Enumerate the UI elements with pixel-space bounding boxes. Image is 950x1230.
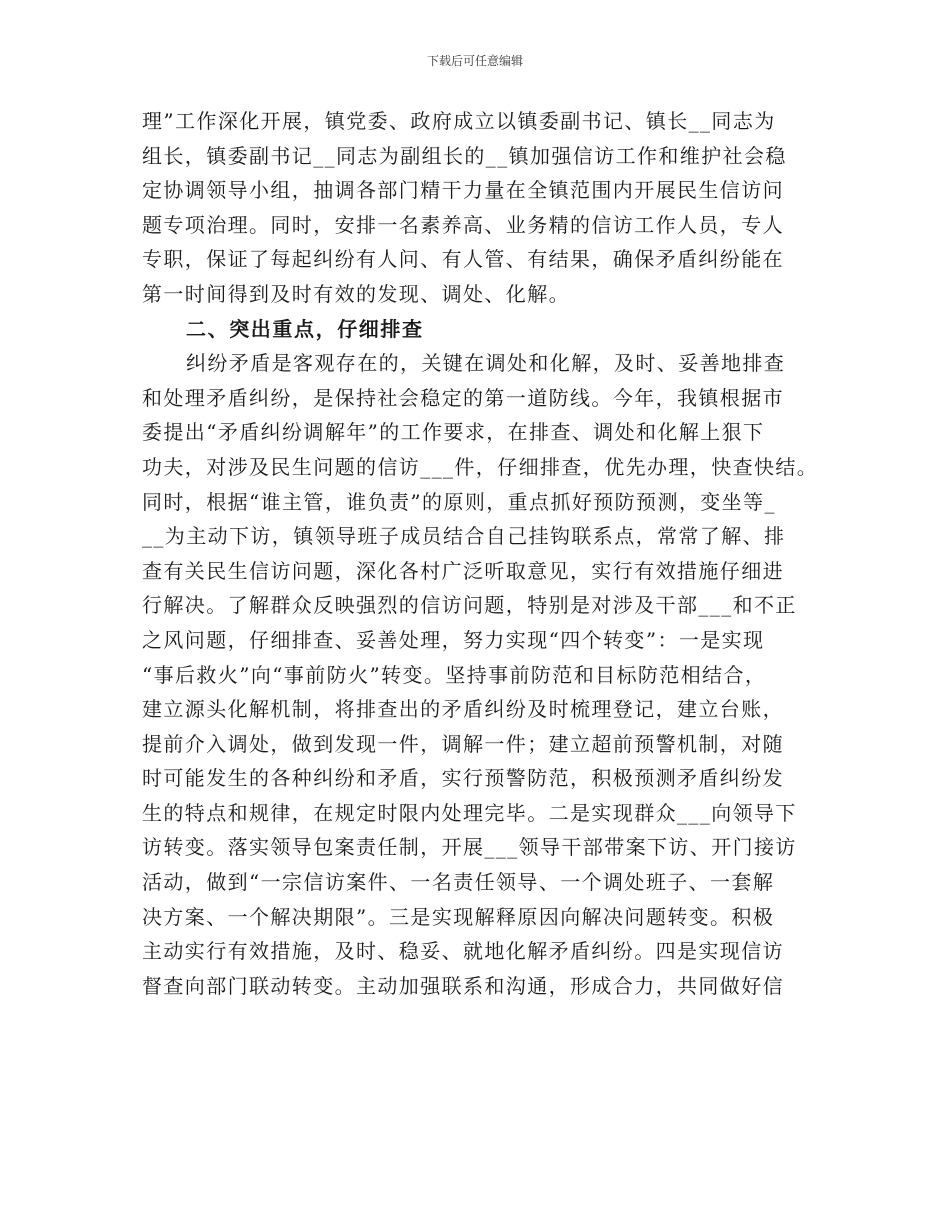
- text-line: 专职，保证了每起纠纷有人问、有人管、有结果，确保矛盾纠纷能在: [142, 247, 784, 272]
- text-line: 题专项治理。同时，安排一名素养高、业务精的信访工作人员，专人: [142, 212, 784, 237]
- text-line: 决方案、一个解决期限”。三是实现解释原因向解决问题转变。积极: [142, 904, 775, 929]
- text-line: “事后救火”向“事前防火”转变。坚持事前防范和目标防范相结合，: [142, 662, 767, 687]
- text-line: 第一时间得到及时有效的发现、调处、化解。: [142, 281, 570, 306]
- text-line: 查有关民生信访问题，深化各村广泛听取意见，实行有效措施仔细进: [142, 558, 784, 583]
- text-line: 提前介入调处，做到发现一件，调解一件；建立超前预警机制，对随: [142, 731, 784, 756]
- text-line: 和处理矛盾纠纷，是保持社会稳定的第一道防线。今年，我镇根据市: [142, 385, 784, 410]
- text-line: __为主动下访，镇领导班子成员结合自己挂钩联系点，常常了解、排: [142, 524, 786, 549]
- text-line: 定协调领导小组，抽调各部门精干力量在全镇范围内开展民生信访问: [142, 178, 784, 203]
- text-line: 功夫，对涉及民生问题的信访___件，仔细排查，优先办理，快查快结。: [142, 454, 819, 479]
- text-line: 活动，做到“一宗信访案件、一名责任领导、一个调处班子、一套解: [142, 870, 775, 895]
- text-line: 主动实行有效措施，及时、稳妥、就地化解矛盾纠纷。四是实现信访: [142, 939, 784, 964]
- text-line: 之风问题，仔细排查、妥善处理，努力实现“四个转变”：一是实现: [142, 627, 765, 652]
- text-line: 委提出“矛盾纠纷调解年”的工作要求，在排查、调处和化解上狠下: [142, 420, 765, 445]
- text-line: 生的特点和规律，在规定时限内处理完毕。二是实现群众___向领导下: [142, 800, 797, 825]
- text-line: 督查向部门联动转变。主动加强联系和沟通，形成合力，共同做好信: [142, 973, 784, 998]
- section-heading: 二、突出重点，仔细排查: [186, 316, 424, 341]
- text-line: 时可能发生的各种纠纷和矛盾，实行预警防范，积极预测矛盾纠纷发: [142, 766, 784, 791]
- text-line: 理”工作深化开展，镇党委、政府成立以镇委副书记、镇长__同志为: [142, 109, 776, 133]
- text-line: 建立源头化解机制，将排查出的矛盾纠纷及时梳理登记，建立台账，: [142, 697, 784, 722]
- text-line: 组长，镇委副书记__同志为副组长的__镇加强信访工作和维护社会稳: [142, 143, 787, 168]
- document-body: [142, 104, 822, 1003]
- text-line: 访转变。落实领导包案责任制，开展___领导干部带案下访、开门接访: [142, 835, 797, 860]
- text-line: 行解决。了解群众反映强烈的信访问题，特别是对涉及干部___和不正: [142, 593, 797, 618]
- text-line: 同时，根据“谁主管，谁负责”的原则，重点抓好预防预测，变坐等_: [142, 489, 776, 514]
- page-header: 下载后可任意编辑: [426, 54, 523, 68]
- text-line: 纠纷矛盾是客观存在的，关键在调处和化解，及时、妥善地排查: [186, 351, 786, 376]
